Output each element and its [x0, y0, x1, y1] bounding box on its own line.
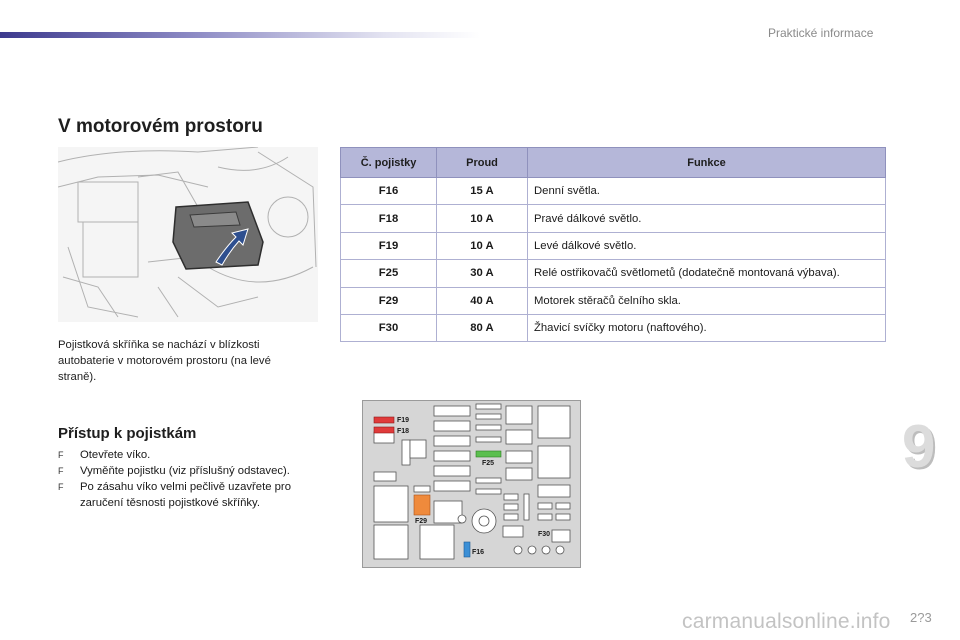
- label-f18: F18: [397, 428, 410, 435]
- fuse-number: F16: [341, 178, 437, 205]
- table-row: [341, 314, 886, 341]
- table-row: [341, 287, 886, 314]
- header-function: Funkce: [528, 148, 886, 178]
- table-header-row: [341, 148, 886, 178]
- fuse-current: 10 A: [437, 205, 528, 232]
- access-steps-list: [58, 447, 323, 511]
- fuse-current: 80 A: [437, 314, 528, 341]
- fusebox-diagram: [362, 400, 581, 568]
- table-row: [341, 260, 886, 287]
- list-item: F Vyměňte pojistku (viz příslušný odstavec).: [58, 465, 290, 477]
- subsection-title: Přístup k pojistkám: [58, 425, 197, 442]
- page-number: 2?3: [910, 610, 932, 625]
- section-title: V motorovém prostoru: [58, 116, 263, 137]
- table-row: [341, 232, 886, 259]
- header-title: Praktické informace: [768, 26, 874, 40]
- chapter-number: 9: [902, 413, 936, 480]
- fuse-f29-marker: [414, 495, 430, 515]
- fuse-function: Žhavicí svíčky motoru (naftového).: [528, 314, 886, 341]
- fuse-function: Pravé dálkové světlo.: [528, 205, 886, 232]
- label-f30: F30: [538, 531, 551, 538]
- engine-bay-illustration: [58, 147, 318, 322]
- table-row: [341, 178, 886, 205]
- fuse-function: Denní světla.: [528, 178, 886, 205]
- fuse-function: Levé dálkové světlo.: [528, 232, 886, 259]
- fuse-table: [340, 147, 886, 342]
- header-fuse-number: Č. pojistky: [341, 148, 437, 178]
- fuse-current: 40 A: [437, 287, 528, 314]
- fuse-function: Relé ostřikovačů světlometů (dodatečně montovaná výbava).: [528, 260, 886, 287]
- fusebox-location-caption: Pojistková skříňka se nachází v blízkosti autobaterie v motorovém prostoru (na levé straně).: [58, 339, 271, 383]
- header-current: Proud: [437, 148, 528, 178]
- watermark: carmanualsonline.info: [682, 610, 891, 633]
- fuse-f16-marker: [464, 542, 470, 557]
- checkbox-bullet-icon: F: [58, 466, 64, 476]
- fuse-current: 15 A: [437, 178, 528, 205]
- fuse-number: F30: [341, 314, 437, 341]
- header-bar: [0, 32, 480, 38]
- table-row: [341, 205, 886, 232]
- checkbox-bullet-icon: F: [58, 450, 64, 460]
- fuse-f25-marker: [476, 451, 501, 457]
- label-f16: F16: [472, 549, 485, 556]
- fuse-number: F19: [341, 232, 437, 259]
- fuse-current: 30 A: [437, 260, 528, 287]
- fuse-number: F25: [341, 260, 437, 287]
- label-f25: F25: [482, 460, 495, 467]
- checkbox-bullet-icon: F: [58, 482, 64, 492]
- list-item: F Otevřete víko.: [58, 449, 151, 461]
- list-item: F Po zásahu víko velmi pečlivě uzavřete pro zaručení těsnosti pojistkové skříňky.: [58, 481, 291, 509]
- label-f29: F29: [415, 518, 428, 525]
- fuse-function: Motorek stěračů čelního skla.: [528, 287, 886, 314]
- fuse-f18-marker: [374, 427, 394, 433]
- fuse-f19-marker: [374, 417, 394, 423]
- fuse-current: 10 A: [437, 232, 528, 259]
- fuse-number: F18: [341, 205, 437, 232]
- label-f19: F19: [397, 417, 410, 424]
- fuse-number: F29: [341, 287, 437, 314]
